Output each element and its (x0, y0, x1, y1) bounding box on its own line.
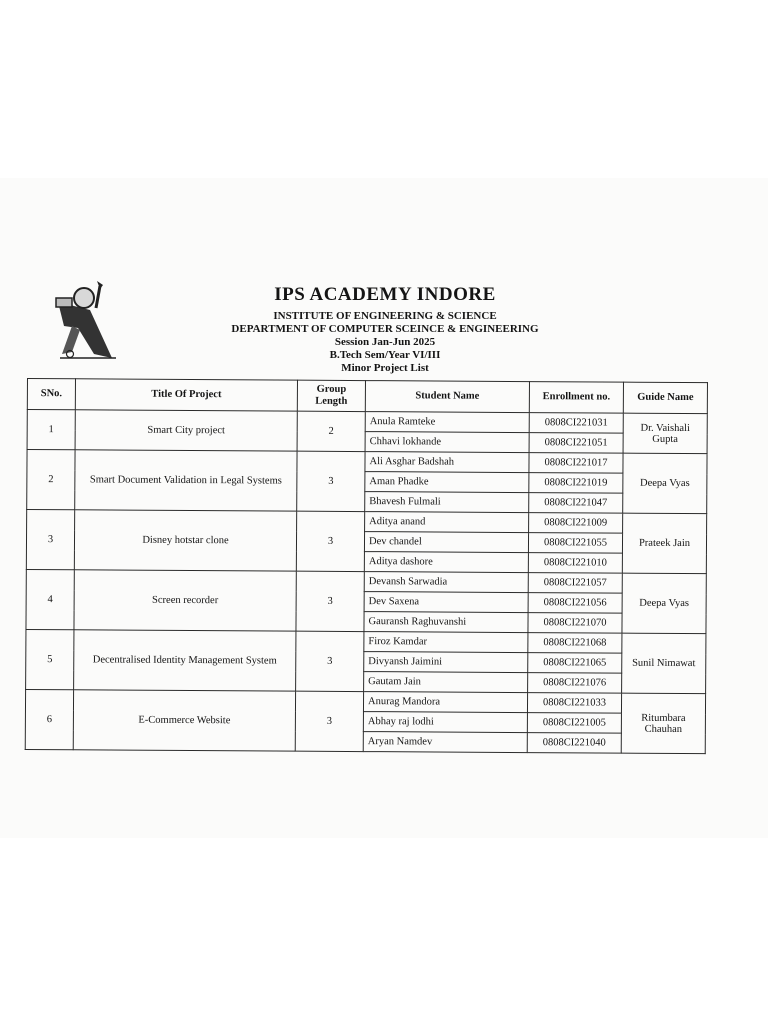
header-group-length: Group Length (297, 380, 365, 411)
project-title-cell: Screen recorder (74, 570, 296, 631)
student-name-cell: Anurag Mandora (363, 692, 527, 713)
sno-cell: 5 (26, 629, 74, 689)
project-rows (25, 410, 707, 754)
student-name-cell: Devansh Sarwadia (364, 572, 528, 593)
enrollment-cell: 0808CI221019 (529, 473, 623, 494)
sno-cell: 1 (27, 410, 75, 450)
sno-cell: 4 (26, 569, 74, 629)
student-name-cell: Abhay raj lodhi (363, 712, 527, 733)
student-name-cell: Gautam Jain (364, 672, 528, 693)
document-header (150, 284, 620, 375)
student-name-cell: Dev Saxena (364, 592, 528, 613)
ips-academy-logo-icon (50, 280, 122, 362)
student-name-cell: Aryan Namdev (363, 732, 527, 753)
enrollment-cell: 0808CI221055 (528, 533, 622, 554)
enrollment-cell: 0808CI221076 (528, 673, 622, 694)
list-title: Minor Project List (341, 362, 429, 374)
student-name-cell: Firoz Kamdar (364, 632, 528, 653)
guide-name-cell: Ritumbara Chauhan (621, 693, 705, 754)
student-name-cell: Aditya dashore (364, 552, 528, 573)
institute-name: INSTITUTE OF ENGINEERING & SCIENCE (273, 310, 497, 322)
table-row (27, 450, 707, 474)
enrollment-cell: 0808CI221047 (529, 493, 623, 514)
table-header-row (27, 379, 707, 414)
guide-name-cell: Dr. Vaishali Gupta (623, 413, 707, 454)
table-row (26, 569, 706, 593)
project-title-cell: Smart City project (75, 410, 297, 451)
project-title-cell: E-Commerce Website (73, 690, 295, 751)
table-row (25, 689, 705, 713)
table-row (27, 410, 707, 434)
guide-name-cell: Prateek Jain (622, 513, 706, 574)
sno-cell: 3 (26, 510, 74, 570)
guide-name-cell: Deepa Vyas (622, 573, 706, 634)
guide-name-cell: Sunil Nimawat (622, 633, 706, 694)
student-name-cell: Bhavesh Fulmali (365, 492, 529, 513)
enrollment-cell: 0808CI221057 (528, 573, 622, 594)
group-length-cell: 3 (296, 571, 364, 631)
student-name-cell: Gauransh Raghuvanshi (364, 612, 528, 633)
enrollment-cell: 0808CI221040 (527, 733, 621, 754)
page-title: IPS ACADEMY INDORE (274, 284, 496, 305)
student-name-cell: Divyansh Jaimini (364, 652, 528, 673)
student-name-cell: Chhavi lokhande (365, 432, 529, 453)
group-length-cell: 3 (296, 631, 364, 691)
table-row (26, 629, 706, 653)
student-name-cell: Aditya anand (365, 512, 529, 533)
enrollment-cell: 0808CI221017 (529, 453, 623, 474)
enrollment-cell: 0808CI221033 (527, 693, 621, 714)
header-title: Title Of Project (75, 379, 297, 411)
sno-cell: 6 (25, 689, 73, 749)
semester-label: B.Tech Sem/Year VI/III (329, 349, 441, 361)
header-sno: SNo. (27, 379, 75, 410)
header-student-name: Student Name (365, 381, 529, 413)
enrollment-cell: 0808CI221068 (528, 633, 622, 654)
guide-name-cell: Deepa Vyas (623, 453, 707, 514)
enrollment-cell: 0808CI221051 (529, 433, 623, 454)
project-title-cell: Disney hotstar clone (74, 510, 296, 571)
enrollment-cell: 0808CI221056 (528, 593, 622, 614)
student-name-cell: Ali Asghar Badshah (365, 452, 529, 473)
group-length-cell: 3 (295, 691, 363, 751)
enrollment-cell: 0808CI221009 (529, 513, 623, 534)
department-name: DEPARTMENT OF COMPUTER SCEINCE & ENGINEERING (231, 323, 539, 335)
enrollment-cell: 0808CI221005 (527, 713, 621, 734)
project-title-cell: Smart Document Validation in Legal Systems (75, 450, 297, 511)
enrollment-cell: 0808CI221031 (529, 413, 623, 434)
project-title-cell: Decentralised Identity Management System (74, 630, 296, 691)
enrollment-cell: 0808CI221065 (528, 653, 622, 674)
header-enrollment: Enrollment no. (529, 382, 623, 414)
table-row (27, 510, 707, 534)
enrollment-cell: 0808CI221070 (528, 613, 622, 634)
group-length-cell: 3 (297, 451, 365, 511)
enrollment-cell: 0808CI221010 (528, 553, 622, 574)
project-list-table (25, 378, 708, 754)
header-guide-name: Guide Name (623, 382, 707, 414)
session-label: Session Jan-Jun 2025 (334, 336, 436, 348)
student-name-cell: Aman Phadke (365, 472, 529, 493)
student-name-cell: Anula Ramteke (365, 412, 529, 433)
student-name-cell: Dev chandel (364, 532, 528, 553)
group-length-cell: 2 (297, 411, 365, 451)
sno-cell: 2 (27, 450, 75, 510)
group-length-cell: 3 (296, 511, 364, 571)
